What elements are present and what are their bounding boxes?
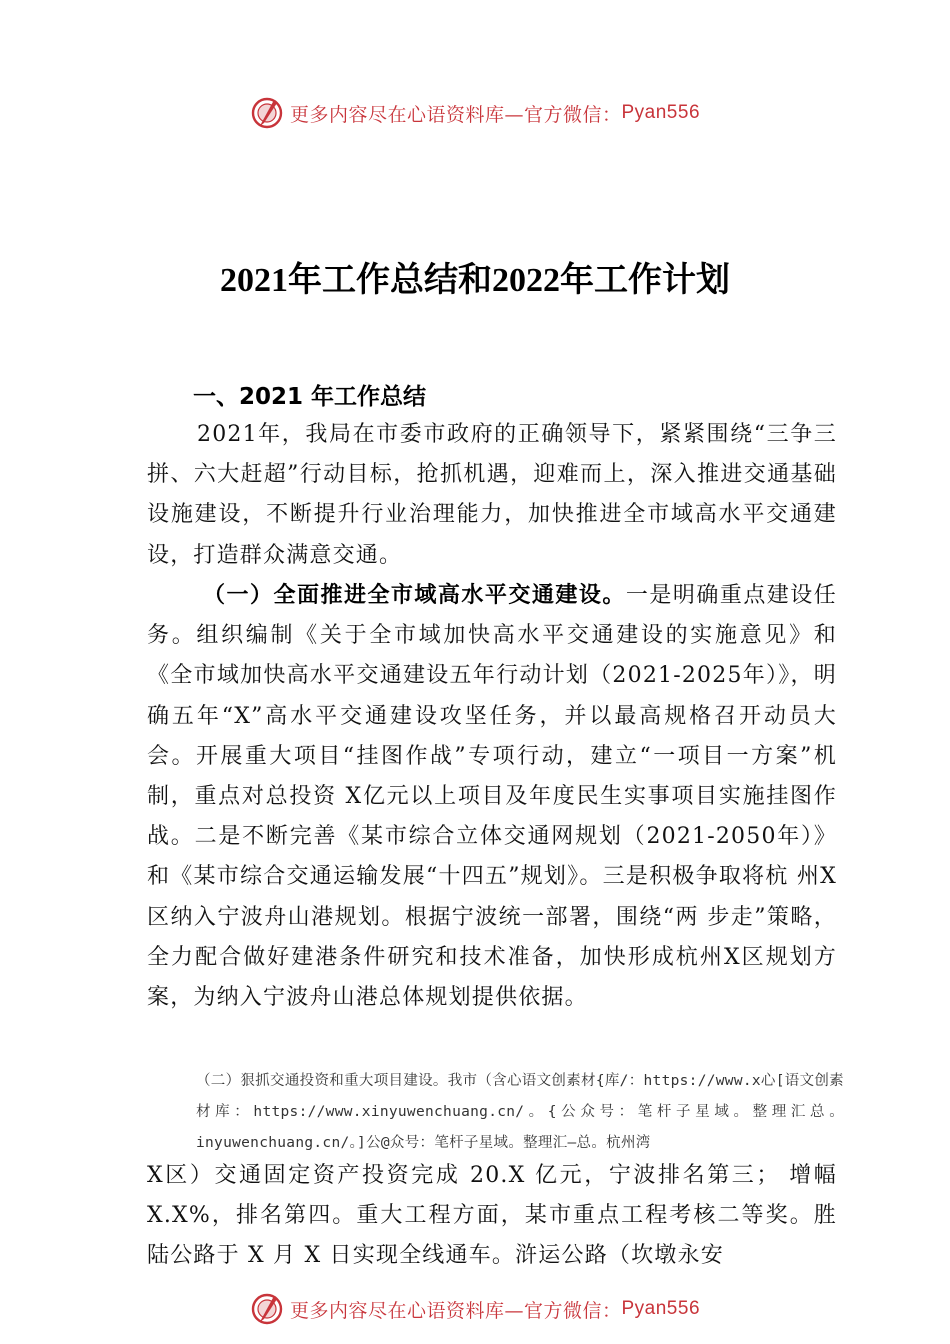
paragraph-summary-intro: 2021年，我局在市委市政府的正确领导下，紧紧围绕“三争三拼、六大赶超”行动目标，抢抓机遇，迎难而上，深入推进交通基础设施建设，不断提升行业治理能力，加快推进全市域高水平交通建设，打造群众满意交通。 xyxy=(147,422,837,568)
paragraph-transport-construction xyxy=(147,575,837,1018)
document-title: 2021年工作总结和2022年工作计划 xyxy=(220,262,730,299)
inserted-watermark-text: （二）狠抓交通投资和重大项目建设。我市（含心语文创素材{库/：https://www.x心[语文创素材库：https://www.xinyuwenchuang.cn/。{公众号：笔杆子星域。整理汇总。inyuwenchuang.cn/。]公@众号：笔杆子星域。整理汇—总。杭州湾 xyxy=(196,1073,844,1151)
section-heading: 一、2021 年工作总结 xyxy=(193,384,427,410)
watermark-header xyxy=(0,96,950,130)
paragraph-investment: X区）交通固定资产投资完成 20.X 亿元，宁波排名第三； 增幅 X.X%，排名第四。重大工程方面，某市重点工程考核二等奖。胜陆公路于 X 月 X 日实现全线通车。浒运公路（坎墩永安 xyxy=(147,1163,837,1269)
watermark-handle: Pyan556 xyxy=(621,102,701,123)
watermark-handle: Pyan556 xyxy=(621,1298,701,1319)
quill-seal-icon xyxy=(250,96,284,130)
watermark-separator: —官方微信： xyxy=(504,1299,622,1322)
watermark-footer xyxy=(0,1292,950,1326)
paragraph-body: 一是明确重点建设任务。组织编制《关于全市域加快高水平交通建设的实施意见》和《全市域加快高水平交通建设五年行动计划（2021-2025年）》，明确五年“X”高水平交通建设攻坚任务，并以最高规格召开动员大会。开展重大项目“挂图作战”专项行动，建立“一项目一方案”机制，重点对总投资 X亿元以上项目及年度民生实事项目实施挂图作战。二是不断完善《某市综合立体交通网规划（2021-2050年）》和《某市综合交通运输发展“十四五”规划》。三是积极争取将杭 州X区纳入宁波舟山港规划。根据宁波统一部署，围绕“两 步走”策略，全力配合做好建港条件研究和技术准备，加快形成杭州X区规划方案，为纳入宁波舟山港总体规划提供依据。 xyxy=(147,583,837,1011)
quill-seal-icon xyxy=(250,1292,284,1326)
paragraph-lead-bold: （一）全面推进全市域高水平交通建设。 xyxy=(203,582,626,608)
watermark-prefix: 更多内容尽在心语资料库 xyxy=(289,1299,505,1322)
watermark-separator: —官方微信： xyxy=(504,103,622,126)
watermark-prefix: 更多内容尽在心语资料库 xyxy=(289,103,505,126)
